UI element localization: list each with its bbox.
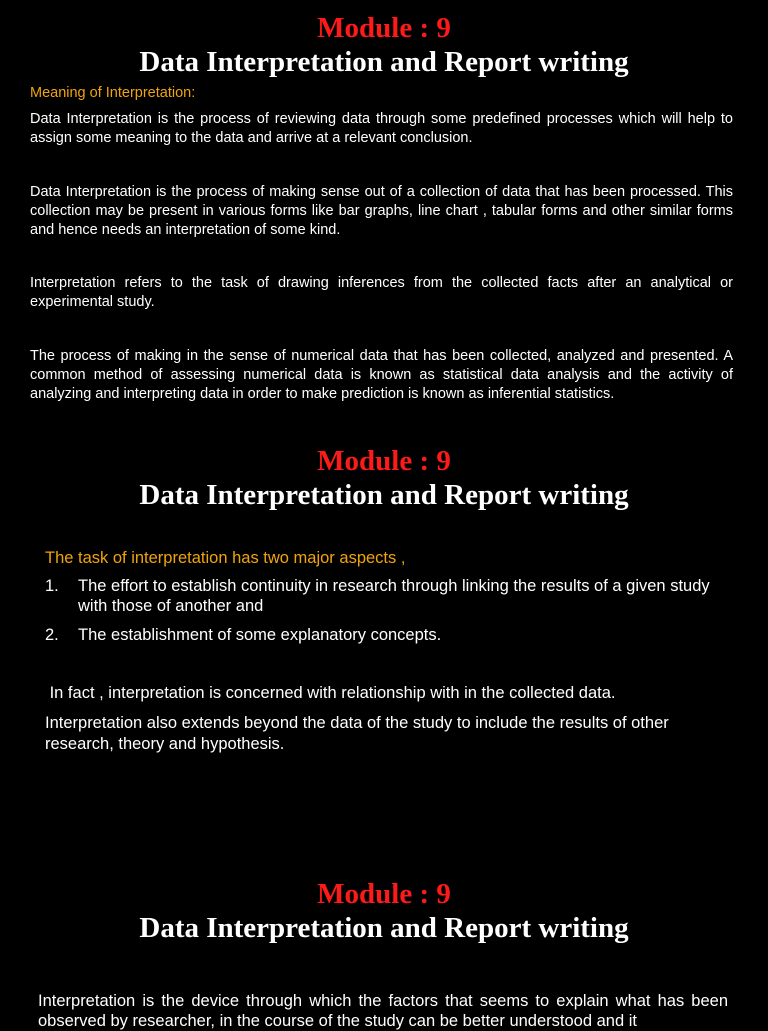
paragraph-4: The process of making in the sense of numerical data that has been collected, analyzed and presented. A common method of assessing numerical data is known as statistical data analysis and the activity of analyzing and interpreting data in order to make prediction is known as inferential statistics. (30, 348, 733, 402)
list-item (45, 576, 725, 616)
slide-2 (0, 432, 768, 864)
paragraph-2: Interpretation also extends beyond the data of the study to include the results of other research, theory and hypothesis. (45, 714, 669, 753)
module-title: Module : 9 (317, 12, 451, 44)
paragraph-3: Interpretation refers to the task of drawing inferences from the collected facts after an analytical or experimental study. (30, 275, 733, 310)
slide-title: Data Interpretation and Report writing (139, 479, 629, 511)
module-title: Module : 9 (317, 445, 451, 477)
paragraph-2: Data Interpretation is the process of making sense out of a collection of data that has been processed. This collection may be present in various forms like bar graphs, line chart , tabular forms and other similar forms and hence needs an interpretation of some kind. (30, 184, 733, 238)
slide-3 (0, 864, 768, 1030)
slide-title: Data Interpretation and Report writing (139, 46, 629, 78)
list-number: 2. (45, 626, 59, 644)
paragraph-1: Data Interpretation is the process of reviewing data through some predefined processes which will help to assign some meaning to the data and arrive at a relevant conclusion. (30, 111, 733, 146)
aspects-lead: The task of interpretation has two major aspects , (45, 549, 406, 567)
list-item (45, 625, 725, 645)
slide-title: Data Interpretation and Report writing (139, 912, 629, 944)
paragraph-1: In fact , interpretation is concerned with relationship with in the collected data. (45, 684, 616, 702)
list-text: The effort to establish continuity in research through linking the results of a given study with those of another and (78, 577, 710, 615)
aspects-list (45, 576, 725, 654)
paragraph-1: Interpretation is the device through which the factors that seems to explain what has been observed by researcher, in the course of the study can be better understood and it (38, 992, 728, 1030)
list-text: The establishment of some explanatory concepts. (78, 626, 442, 644)
module-title: Module : 9 (317, 878, 451, 910)
section-label: Meaning of Interpretation: (30, 85, 196, 101)
list-number: 1. (45, 577, 59, 595)
slide-1 (0, 0, 768, 432)
